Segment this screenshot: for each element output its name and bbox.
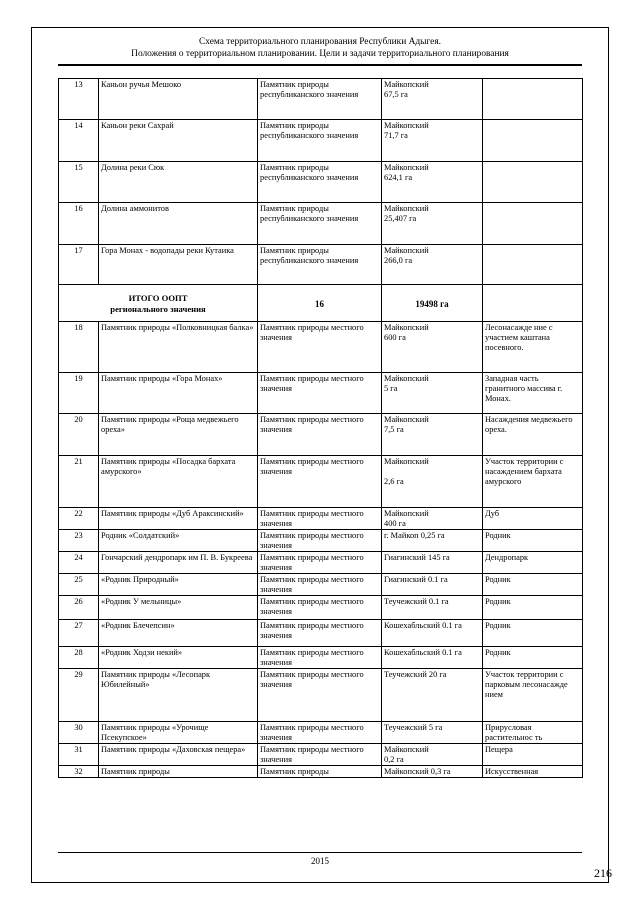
row-category: Памятник природы местного значения: [258, 530, 382, 552]
table-row: [59, 552, 583, 574]
row-location-area: Майкопский 400 га: [382, 508, 483, 530]
table-row: [59, 120, 583, 162]
row-location-area: Майкопский 71,7 га: [382, 120, 483, 162]
row-note: Лесонасажде ние с участием каштана посевного.: [483, 322, 583, 373]
row-note: Участок территории с насаждением бархата амурского: [483, 456, 583, 508]
row-note: [483, 162, 583, 203]
row-name: Долина аммонитов: [99, 203, 258, 245]
row-note: Искусственная: [483, 766, 583, 778]
row-category: Памятник природы республиканского значения: [258, 79, 382, 120]
row-note: Насаждения медвежьего ореха.: [483, 414, 583, 456]
row-location-area: Майкопский 25,407 га: [382, 203, 483, 245]
table-row: [59, 162, 583, 203]
row-number: 30: [59, 722, 99, 744]
page-number: 216: [594, 866, 612, 880]
row-location-area: Майкопский 0,2 га: [382, 744, 483, 766]
row-name: Гончарский дендропарк им П. В. Букреева: [99, 552, 258, 574]
row-name: Гора Монах - водопады реки Кутаика: [99, 245, 258, 285]
row-location-area: Кошехабльский 0.1 га: [382, 620, 483, 647]
row-category: Памятник природы местного значения: [258, 596, 382, 620]
table-row: [59, 245, 583, 285]
row-name: Памятник природы «Дуб Араксинский»: [99, 508, 258, 530]
row-location-area: Майкопский 7,5 га: [382, 414, 483, 456]
row-category: Памятник природы местного значения: [258, 620, 382, 647]
footer-divider: [58, 852, 582, 853]
row-name: «Родник У мельницы»: [99, 596, 258, 620]
row-location-area: Майкопский 624,1 га: [382, 162, 483, 203]
row-name: Памятник природы «Лесопарк Юбилейный»: [99, 669, 258, 722]
row-number: 13: [59, 79, 99, 120]
row-category: Памятник природы местного значения: [258, 722, 382, 744]
row-category: Памятник природы местного значения: [258, 373, 382, 414]
table-body-regional: [59, 79, 583, 285]
row-name: «Родник Блечепсин»: [99, 620, 258, 647]
row-category: Памятник природы местного значения: [258, 414, 382, 456]
row-name: Памятник природы «Урочище Псекупское»: [99, 722, 258, 744]
row-category: Памятник природы местного значения: [258, 647, 382, 669]
row-note: Родник: [483, 620, 583, 647]
table-row: [59, 414, 583, 456]
row-note: Западная часть гранитного массива г. Монах.: [483, 373, 583, 414]
row-category: Памятник природы местного значения: [258, 574, 382, 596]
total-area: 19498 га: [382, 285, 483, 322]
row-location-area: г. Майкоп 0,25 га: [382, 530, 483, 552]
row-category: Памятник природы местного значения: [258, 552, 382, 574]
header-title: Схема территориального планирования Республики Адыгея.: [199, 37, 441, 47]
row-name: Каньон реки Сахрай: [99, 120, 258, 162]
row-note: Дуб: [483, 508, 583, 530]
row-location-area: Майкопский 5 га: [382, 373, 483, 414]
total-label: ИТОГО ООПТ регионального значения: [59, 285, 258, 322]
row-location-area: Гиагинский 145 га: [382, 552, 483, 574]
row-location-area: Теучежский 5 га: [382, 722, 483, 744]
table-row: [59, 722, 583, 744]
row-location-area: Гиагинский 0.1 га: [382, 574, 483, 596]
table-row: [59, 669, 583, 722]
table-row: [59, 508, 583, 530]
row-name: «Родник Ходзи некий»: [99, 647, 258, 669]
row-name: Памятник природы «Посадка бархата амурского»: [99, 456, 258, 508]
header-subtitle: Положения о территориальном планировании. Цели и задачи территориального планирования: [131, 49, 509, 59]
total-count: 16: [258, 285, 382, 322]
row-number: 21: [59, 456, 99, 508]
row-category: Памятник природы местного значения: [258, 456, 382, 508]
table-row: [59, 79, 583, 120]
row-number: 17: [59, 245, 99, 285]
row-note: Родник: [483, 530, 583, 552]
row-number: 19: [59, 373, 99, 414]
row-number: 22: [59, 508, 99, 530]
row-number: 20: [59, 414, 99, 456]
row-category: Памятник природы республиканского значения: [258, 245, 382, 285]
row-location-area: Майкопский 2,6 га: [382, 456, 483, 508]
row-category: Памятник природы: [258, 766, 382, 778]
row-category: Памятник природы местного значения: [258, 669, 382, 722]
row-name: Памятник природы «Гора Монах»: [99, 373, 258, 414]
row-number: 16: [59, 203, 99, 245]
row-category: Памятник природы местного значения: [258, 744, 382, 766]
row-note: Родник: [483, 574, 583, 596]
row-name: Каньон ручья Мешоко: [99, 79, 258, 120]
row-number: 26: [59, 596, 99, 620]
table-row: [59, 203, 583, 245]
row-location-area: Теучежский 20 га: [382, 669, 483, 722]
footer-year: 2015: [311, 856, 329, 866]
table-row: [59, 596, 583, 620]
protected-areas-table: [58, 78, 583, 778]
row-location-area: Майкопский 67,5 га: [382, 79, 483, 120]
row-number: 18: [59, 322, 99, 373]
total-note: [483, 285, 583, 322]
row-number: 32: [59, 766, 99, 778]
row-name: Памятник природы «Роща медвежьего ореха»: [99, 414, 258, 456]
row-number: 23: [59, 530, 99, 552]
row-note: Родник: [483, 647, 583, 669]
row-note: [483, 245, 583, 285]
row-category: Памятник природы республиканского значения: [258, 162, 382, 203]
row-location-area: Майкопский 0,3 га: [382, 766, 483, 778]
table-body-local: [59, 322, 583, 778]
document-header: [58, 36, 582, 60]
row-note: Родник: [483, 596, 583, 620]
total-row: [59, 285, 583, 322]
row-name: Долина реки Сюк: [99, 162, 258, 203]
row-category: Памятник природы местного значения: [258, 508, 382, 530]
row-name: Памятник природы «Полковницкая балка»: [99, 322, 258, 373]
row-number: 29: [59, 669, 99, 722]
row-note: Дендропарк: [483, 552, 583, 574]
row-note: Участок территории с парковым лесонасажде нием: [483, 669, 583, 722]
row-number: 15: [59, 162, 99, 203]
row-note: [483, 203, 583, 245]
row-name: «Родник Природный»: [99, 574, 258, 596]
table-row: [59, 456, 583, 508]
row-note: [483, 120, 583, 162]
row-number: 27: [59, 620, 99, 647]
row-name: Родник «Солдатский»: [99, 530, 258, 552]
row-category: Памятник природы республиканского значения: [258, 120, 382, 162]
row-location-area: Теучежский 0.1 га: [382, 596, 483, 620]
table-row: [59, 530, 583, 552]
row-note: Пещера: [483, 744, 583, 766]
table-row: [59, 766, 583, 778]
row-number: 28: [59, 647, 99, 669]
row-number: 14: [59, 120, 99, 162]
row-note: Прирусловая растительнос ть: [483, 722, 583, 744]
table-row: [59, 373, 583, 414]
row-number: 24: [59, 552, 99, 574]
row-location-area: Майкопский 600 га: [382, 322, 483, 373]
table-total-section: [59, 285, 583, 322]
header-divider: [58, 64, 582, 66]
table-row: [59, 574, 583, 596]
row-location-area: Майкопский 266,0 га: [382, 245, 483, 285]
row-note: [483, 79, 583, 120]
row-category: Памятник природы республиканского значения: [258, 203, 382, 245]
table-row: [59, 322, 583, 373]
row-number: 25: [59, 574, 99, 596]
table-row: [59, 647, 583, 669]
table-row: [59, 620, 583, 647]
row-location-area: Кошехабльский 0.1 га: [382, 647, 483, 669]
row-name: Памятник природы «Даховская пещера»: [99, 744, 258, 766]
row-category: Памятник природы местного значения: [258, 322, 382, 373]
row-number: 31: [59, 744, 99, 766]
row-name: Памятник природы: [99, 766, 258, 778]
table-row: [59, 744, 583, 766]
